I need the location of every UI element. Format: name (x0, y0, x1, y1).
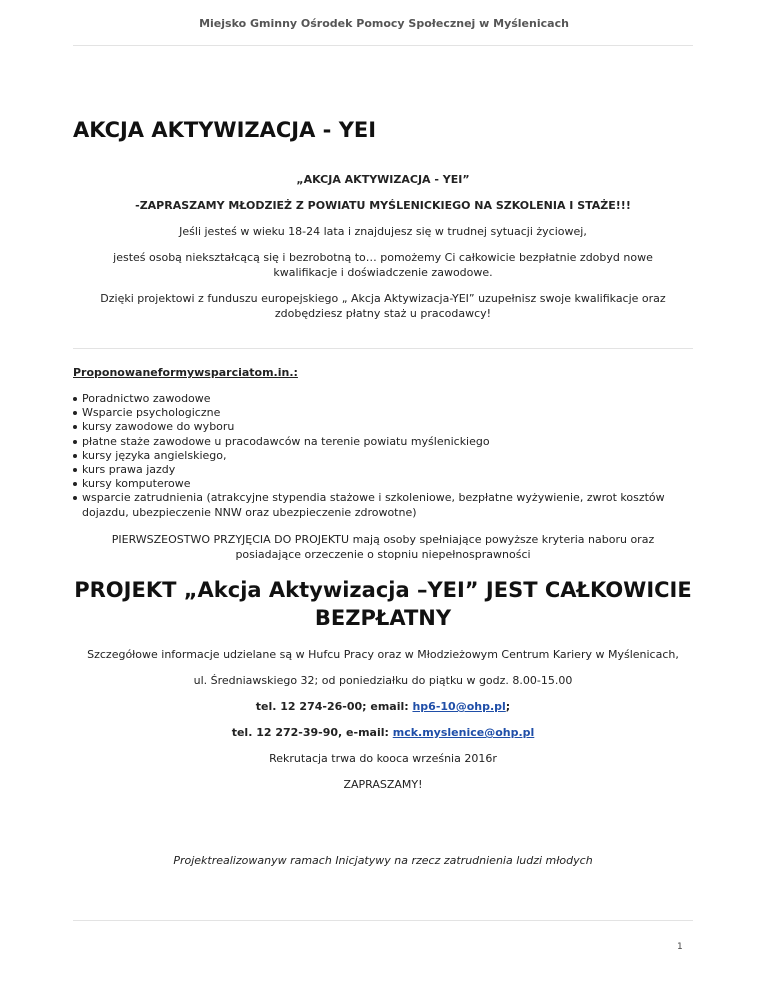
header-divider (73, 45, 693, 46)
contact-line-1-suffix: ; (505, 700, 511, 713)
contact-line-1-prefix: tel. 12 274-26-00; email: (255, 700, 413, 713)
list-item: Wsparcie psychologiczne (73, 406, 693, 420)
info-paragraph-1: Szczegółowe informacje udzielane są w Hufcu Pracy oraz w Młodzieżowym Centrum Kariery w Myślenicach, (87, 648, 679, 661)
list-item: kursy komputerowe (73, 477, 693, 491)
document-subtitle: „AKCJA AKTYWIZACJA - YEI” (296, 173, 470, 186)
invitation-text: -ZAPRASZAMY MŁODZIEŻ Z POWIATU MYŚLENICKIEGO NA SZKOLENIA I STAŻE!!! (135, 199, 631, 212)
list-item: kursy zawodowe do wyboru (73, 420, 693, 434)
document-title: AKCJA AKTYWIZACJA - YEI (73, 118, 377, 142)
contact-line-2-prefix: tel. 12 272-39-90, e-mail: (231, 726, 393, 739)
section-divider (73, 348, 693, 349)
footer-divider (73, 920, 693, 921)
recruitment-note: Rekrutacja trwa do kooca września 2016r (269, 752, 497, 765)
email-link-mck[interactable]: mck.myslenice@ohp.pl (392, 726, 535, 739)
closing-text: ZAPRASZAMY! (343, 778, 423, 791)
list-item: Poradnictwo zawodowe (73, 392, 693, 406)
intro-paragraph-1: Jeśli jesteś w wieku 18-24 lata i znajdujesz się w trudnej sytuacji życiowej, (179, 225, 587, 238)
intro-paragraph-2: jesteś osobą niekształcącą się i bezrobotną to… pomożemy Ci całkowicie bezpłatnie zdobyd nowe kwalifikacje i doświadczenie zawodowe. (113, 251, 653, 279)
page-header: Miejsko Gminny Ośrodek Pomocy Społecznej w Myślenicach (199, 17, 569, 30)
proposals-list (73, 392, 693, 520)
list-item: wsparcie zatrudnienia (atrakcyjne stypendia stażowe i szkoleniowe, bezpłatne wyżywienie, zwrot kosztów dojazdu, ubezpieczenie NNW oraz ubezpieczenie zdrowotne) (73, 491, 693, 519)
email-link-hp6[interactable]: hp6-10@ohp.pl (412, 700, 506, 713)
list-item: płatne staże zawodowe u pracodawców na terenie powiatu myślenickiego (73, 435, 693, 449)
project-footer-note: Projektrealizowanyw ramach Inicjatywy na rzecz zatrudnienia ludzi młodych (173, 854, 593, 867)
priority-note: PIERWSZEOSTWO PRZYJĘCIA DO PROJEKTU mają osoby spełniające powyższe kryteria naboru oraz posiadające orzeczenie o stopniu niepełnosprawności (111, 533, 655, 561)
intro-paragraph-3: Dzięki projektowi z funduszu europejskiego „ Akcja Aktywizacja-YEI” uzupełnisz swoje kwalifikacje oraz zdobędziesz płatny staż u pracodawcy! (100, 292, 666, 320)
list-item: kursy języka angielskiego, (73, 449, 693, 463)
list-item: kurs prawa jazdy (73, 463, 693, 477)
contact-line-1 (73, 699, 693, 714)
info-paragraph-2: ul. Średniawskiego 32; od poniedziałku do piątku w godz. 8.00-15.00 (193, 674, 573, 687)
proposals-title: Proponowaneformywsparciatom.in.: (73, 366, 298, 379)
free-project-heading: PROJEKT „Akcja Aktywizacja –YEI” JEST CAŁKOWICIE BEZPŁATNY (74, 578, 692, 630)
page-number: 1 (677, 942, 683, 952)
contact-line-2 (73, 725, 693, 740)
